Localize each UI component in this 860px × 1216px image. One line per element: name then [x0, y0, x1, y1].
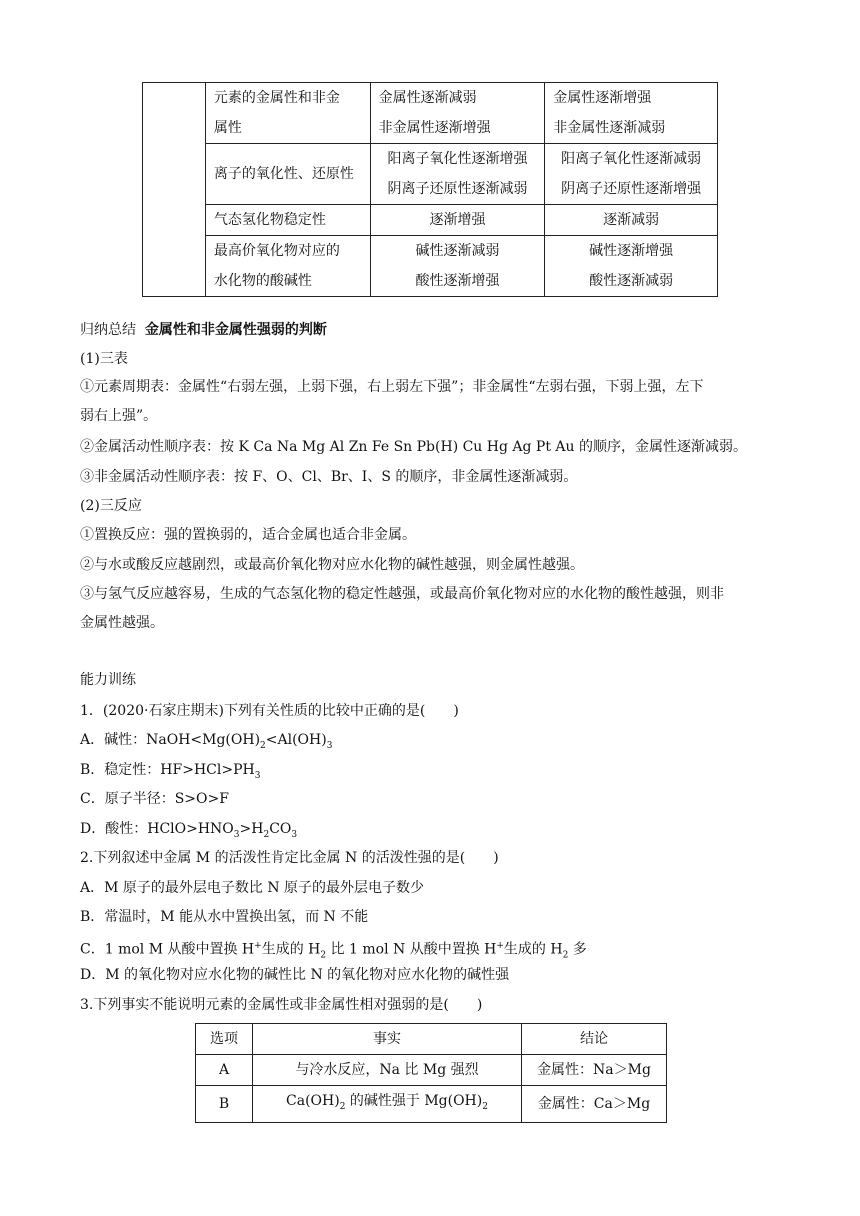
conclusion-cell: 金属性：Na＞Mg	[522, 1055, 667, 1086]
question-2-option-a: A．M 原子的最外层电子数比 N 原子的最外层电子数少	[80, 880, 425, 896]
question-1-option-d: D．酸性：$HClO>HNO_3>H_2CO_3$	[80, 821, 298, 840]
trend-cell: 阳离子氧化性逐渐增强 阴离子还原性逐渐减弱	[370, 144, 545, 205]
table-row	[196, 1055, 667, 1086]
trend-cell: 碱性逐渐减弱 酸性逐渐增强	[370, 236, 545, 297]
table-row	[143, 205, 718, 236]
header-option: 选项	[196, 1024, 253, 1055]
summary-subheading: (1)三表	[80, 351, 128, 367]
table-row	[196, 1086, 667, 1123]
question-1-option-c: C．原子半径：S>O>F	[80, 791, 229, 807]
question-3-stem: 3.下列事实不能说明元素的金属性或非金属性相对强弱的是( )	[80, 997, 483, 1013]
summary-text: 金属性越强。	[80, 615, 164, 631]
trend-cell: 阳离子氧化性逐渐减弱 阴离子还原性逐渐增强	[545, 144, 718, 205]
property-cell: 元素的金属性和非金 属性	[205, 83, 370, 144]
summary-text: 弱右上强”。	[80, 408, 158, 424]
table-row	[143, 144, 718, 205]
summary-text: ③与氢气反应越容易，生成的气态氢化物的稳定性越强，或最高价氧化物对应的水化物的酸性越强，则非	[80, 586, 724, 602]
trend-cell: 逐渐增强	[370, 205, 545, 236]
summary-text: ①置换反应：强的置换弱的，适合金属也适合非金属。	[80, 527, 416, 543]
question-1-option-b: B．稳定性：$HF>HCl>PH_3$	[80, 762, 261, 781]
summary-subheading: (2)三反应	[80, 498, 142, 514]
header-conclusion: 结论	[522, 1024, 667, 1055]
option-cell: A	[196, 1055, 253, 1086]
fact-cell: $Ca(OH)_2$ 的碱性强于 $Mg(OH)_2$	[253, 1086, 522, 1123]
header-fact: 事实	[253, 1024, 522, 1055]
trend-cell: 逐渐减弱	[545, 205, 718, 236]
blank-cell	[143, 83, 206, 297]
property-cell: 离子的氧化性、还原性	[205, 144, 370, 205]
trend-cell: 金属性逐渐减弱 非金属性逐渐增强	[370, 83, 545, 144]
property-cell: 最高价氧化物对应的 水化物的酸碱性	[205, 236, 370, 297]
table-row	[143, 236, 718, 297]
question-1-stem: 1．(2020·石家庄期末)下列有关性质的比较中正确的是( )	[80, 703, 459, 719]
table-header-row	[196, 1024, 667, 1055]
summary-text: ②与水或酸反应越剧烈，或最高价氧化物对应水化物的碱性越强，则金属性越强。	[80, 557, 584, 573]
trend-cell: 碱性逐渐增强 酸性逐渐减弱	[545, 236, 718, 297]
property-cell: 气态氢化物稳定性	[205, 205, 370, 236]
question-2-option-d: D．M 的氧化物对应水化物的碱性比 N 的氧化物对应水化物的碱性强	[80, 967, 510, 983]
summary-heading: 归纳总结 金属性和非金属性强弱的判断	[80, 322, 327, 338]
periodic-trend-table	[142, 82, 718, 297]
question-2-stem: 2.下列叙述中金属 M 的活泼性肯定比金属 N 的活泼性强的是( )	[80, 850, 499, 866]
option-cell: B	[196, 1086, 253, 1123]
question-2-option-c: C．1 mol M 从酸中置换 H+生成的 $H_2$ 比 1 mol N 从酸中置换 H+生成的 $H_2$ 多	[80, 941, 587, 961]
table-row	[143, 83, 718, 144]
summary-text: ①元素周期表：金属性“右弱左强，上弱下强，右上弱左下强”；非金属性“左弱右强，下弱上强，左下	[80, 379, 704, 395]
question-1-option-a: A．碱性：$NaOH<Mg(OH)_2<Al(OH)_3$	[80, 732, 333, 751]
question-2-option-b: B．常温时，M 能从水中置换出氢，而 N 不能	[80, 909, 369, 925]
fact-cell: 与冷水反应，Na 比 Mg 强烈	[253, 1055, 522, 1086]
trend-cell: 金属性逐渐增强 非金属性逐渐减弱	[545, 83, 718, 144]
summary-text: ③非金属活动性顺序表：按 F、O、Cl、Br、I、S 的顺序，非金属性逐渐减弱。	[80, 469, 578, 485]
training-heading: 能力训练	[80, 672, 136, 688]
conclusion-cell: 金属性：Ca＞Mg	[522, 1086, 667, 1123]
summary-text: ②金属活动性顺序表：按 K Ca Na Mg Al Zn Fe Sn Pb(H) Cu Hg Ag Pt Au 的顺序，金属性逐渐减弱。	[80, 439, 747, 455]
question-3-table	[195, 1023, 667, 1123]
